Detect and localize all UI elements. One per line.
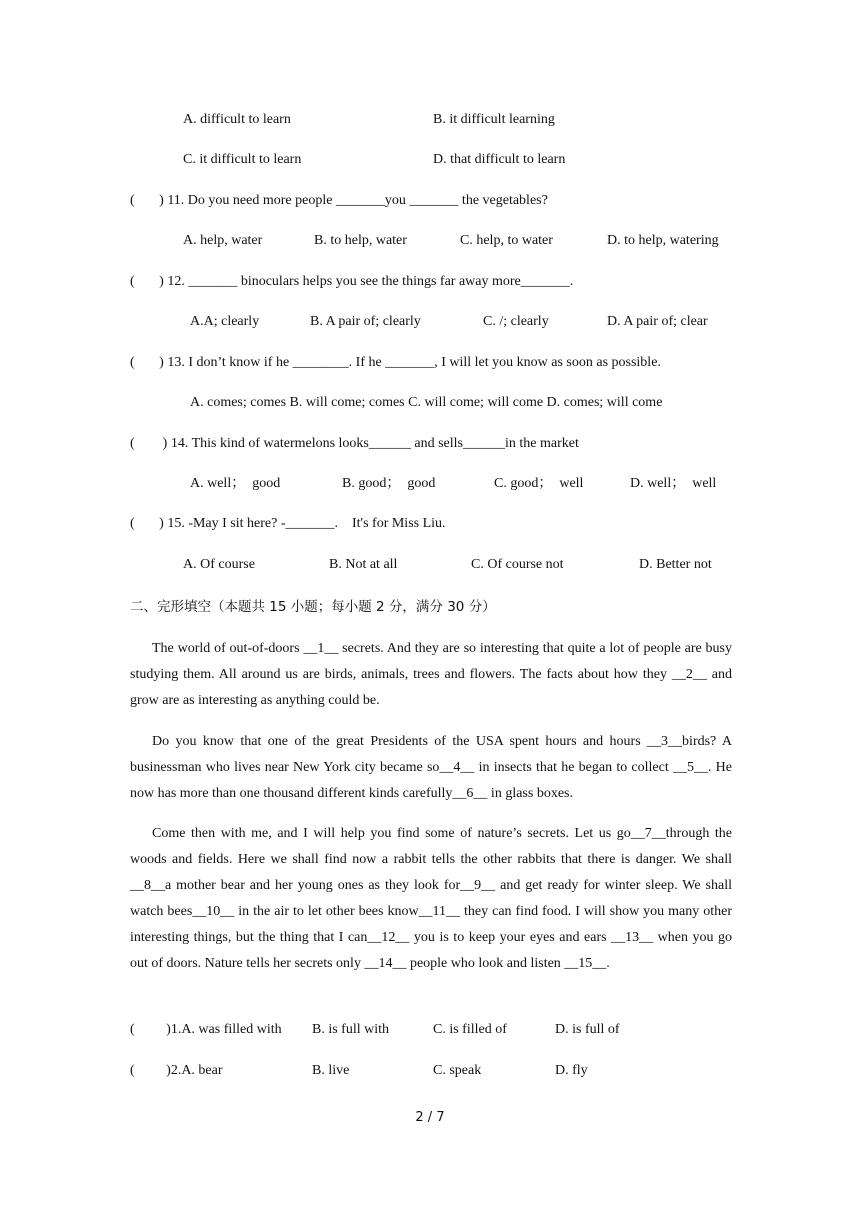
q11-option-c: C. help, to water	[460, 233, 553, 248]
q15-option-a: A. Of course	[183, 557, 255, 572]
q10-option-d: D. that difficult to learn	[433, 152, 566, 167]
q11-option-a: A. help, water	[183, 233, 263, 248]
q12-option-b: B. A pair of; clearly	[310, 314, 421, 329]
q14-option-a: A. well； good	[190, 476, 281, 491]
q15-option-c: C. Of course not	[471, 557, 564, 572]
q12-option-d: D. A pair of; clear	[607, 314, 708, 329]
q14-stem: ( ) 14. This kind of watermelons looks______ and sells______in the market	[130, 436, 579, 451]
q14-option-d: D. well； well	[630, 476, 717, 491]
q12-option-c: C. /; clearly	[483, 314, 549, 329]
q15-option-d: D. Better not	[639, 557, 712, 572]
q11-stem: ( ) 11. Do you need more people _______you _______ the vegetables?	[130, 193, 548, 208]
cloze-2-option-c: C. speak	[433, 1063, 482, 1078]
section-2-heading: 二、完形填空（本题共 15 小题；每小题 2 分，满分 30 分）	[130, 599, 496, 615]
page-number: 2 / 7	[415, 1110, 445, 1125]
q10-option-b: B. it difficult learning	[433, 112, 555, 127]
cloze-1-option-c: C. is filled of	[433, 1022, 507, 1037]
q12-option-a: A.A; clearly	[190, 314, 260, 329]
cloze-2-option-b: B. live	[312, 1063, 350, 1078]
q12-stem: ( ) 12. _______ binoculars helps you see the things far away more_______.	[130, 274, 574, 289]
q11-option-d: D. to help, watering	[607, 233, 719, 248]
q13-options: A. comes; comes B. will come; comes C. will come; will come D. comes; will come	[190, 395, 663, 410]
cloze-1-option-b: B. is full with	[312, 1022, 390, 1037]
q13-stem: ( ) 13. I don’t know if he ________. If he _______, I will let you know as soon as possible.	[130, 355, 661, 370]
cloze-1-option-d: D. is full of	[555, 1022, 620, 1037]
cloze-2-option-d: D. fly	[555, 1063, 588, 1078]
cloze-1-stem: ( )1.A. was filled with	[130, 1022, 282, 1037]
q11-option-b: B. to help, water	[314, 233, 407, 248]
q15-option-b: B. Not at all	[329, 557, 398, 572]
cloze-2-stem: ( )2.A. bear	[130, 1063, 223, 1078]
passage-paragraph-3: Come then with me, and I will help you find some of nature’s secrets. Let us go__7__through the woods and fields. Here we shall find now a rabbit tells the other rabbits that there is danger. We shall __8__a mother bear and her young ones as they look for__9__ and get ready for winter sleep. We shall watch bees__10__ in the air to let other bees know__11__ they can find food. I will show you many other interesting things, but the thing that I can__12__ you is to keep your eyes and ears __13__ when you go out of doors. Nature tells her secrets only __14__ people who look and listen __15__.	[130, 826, 732, 971]
passage-paragraph-1: The world of out-of-doors __1__ secrets. And they are so interesting that quite a lot of people are busy studying them. All around us are birds, animals, trees and flowers. The facts about how they __2__ and grow are as interesting as anything could be.	[130, 641, 732, 708]
q10-option-a: A. difficult to learn	[183, 112, 291, 127]
q14-option-c: C. good； well	[494, 476, 584, 491]
q10-option-c: C. it difficult to learn	[183, 152, 302, 167]
q15-stem: ( ) 15. -May I sit here? -_______. It's for Miss Liu.	[130, 516, 446, 531]
passage-paragraph-2: Do you know that one of the great Presidents of the USA spent hours and hours __3__birds? A businessman who lives near New York city became so__4__ in insects that he began to collect __5__. He now has more than one thousand different kinds carefully__6__ in glass boxes.	[130, 734, 732, 801]
q14-option-b: B. good； good	[342, 476, 436, 491]
